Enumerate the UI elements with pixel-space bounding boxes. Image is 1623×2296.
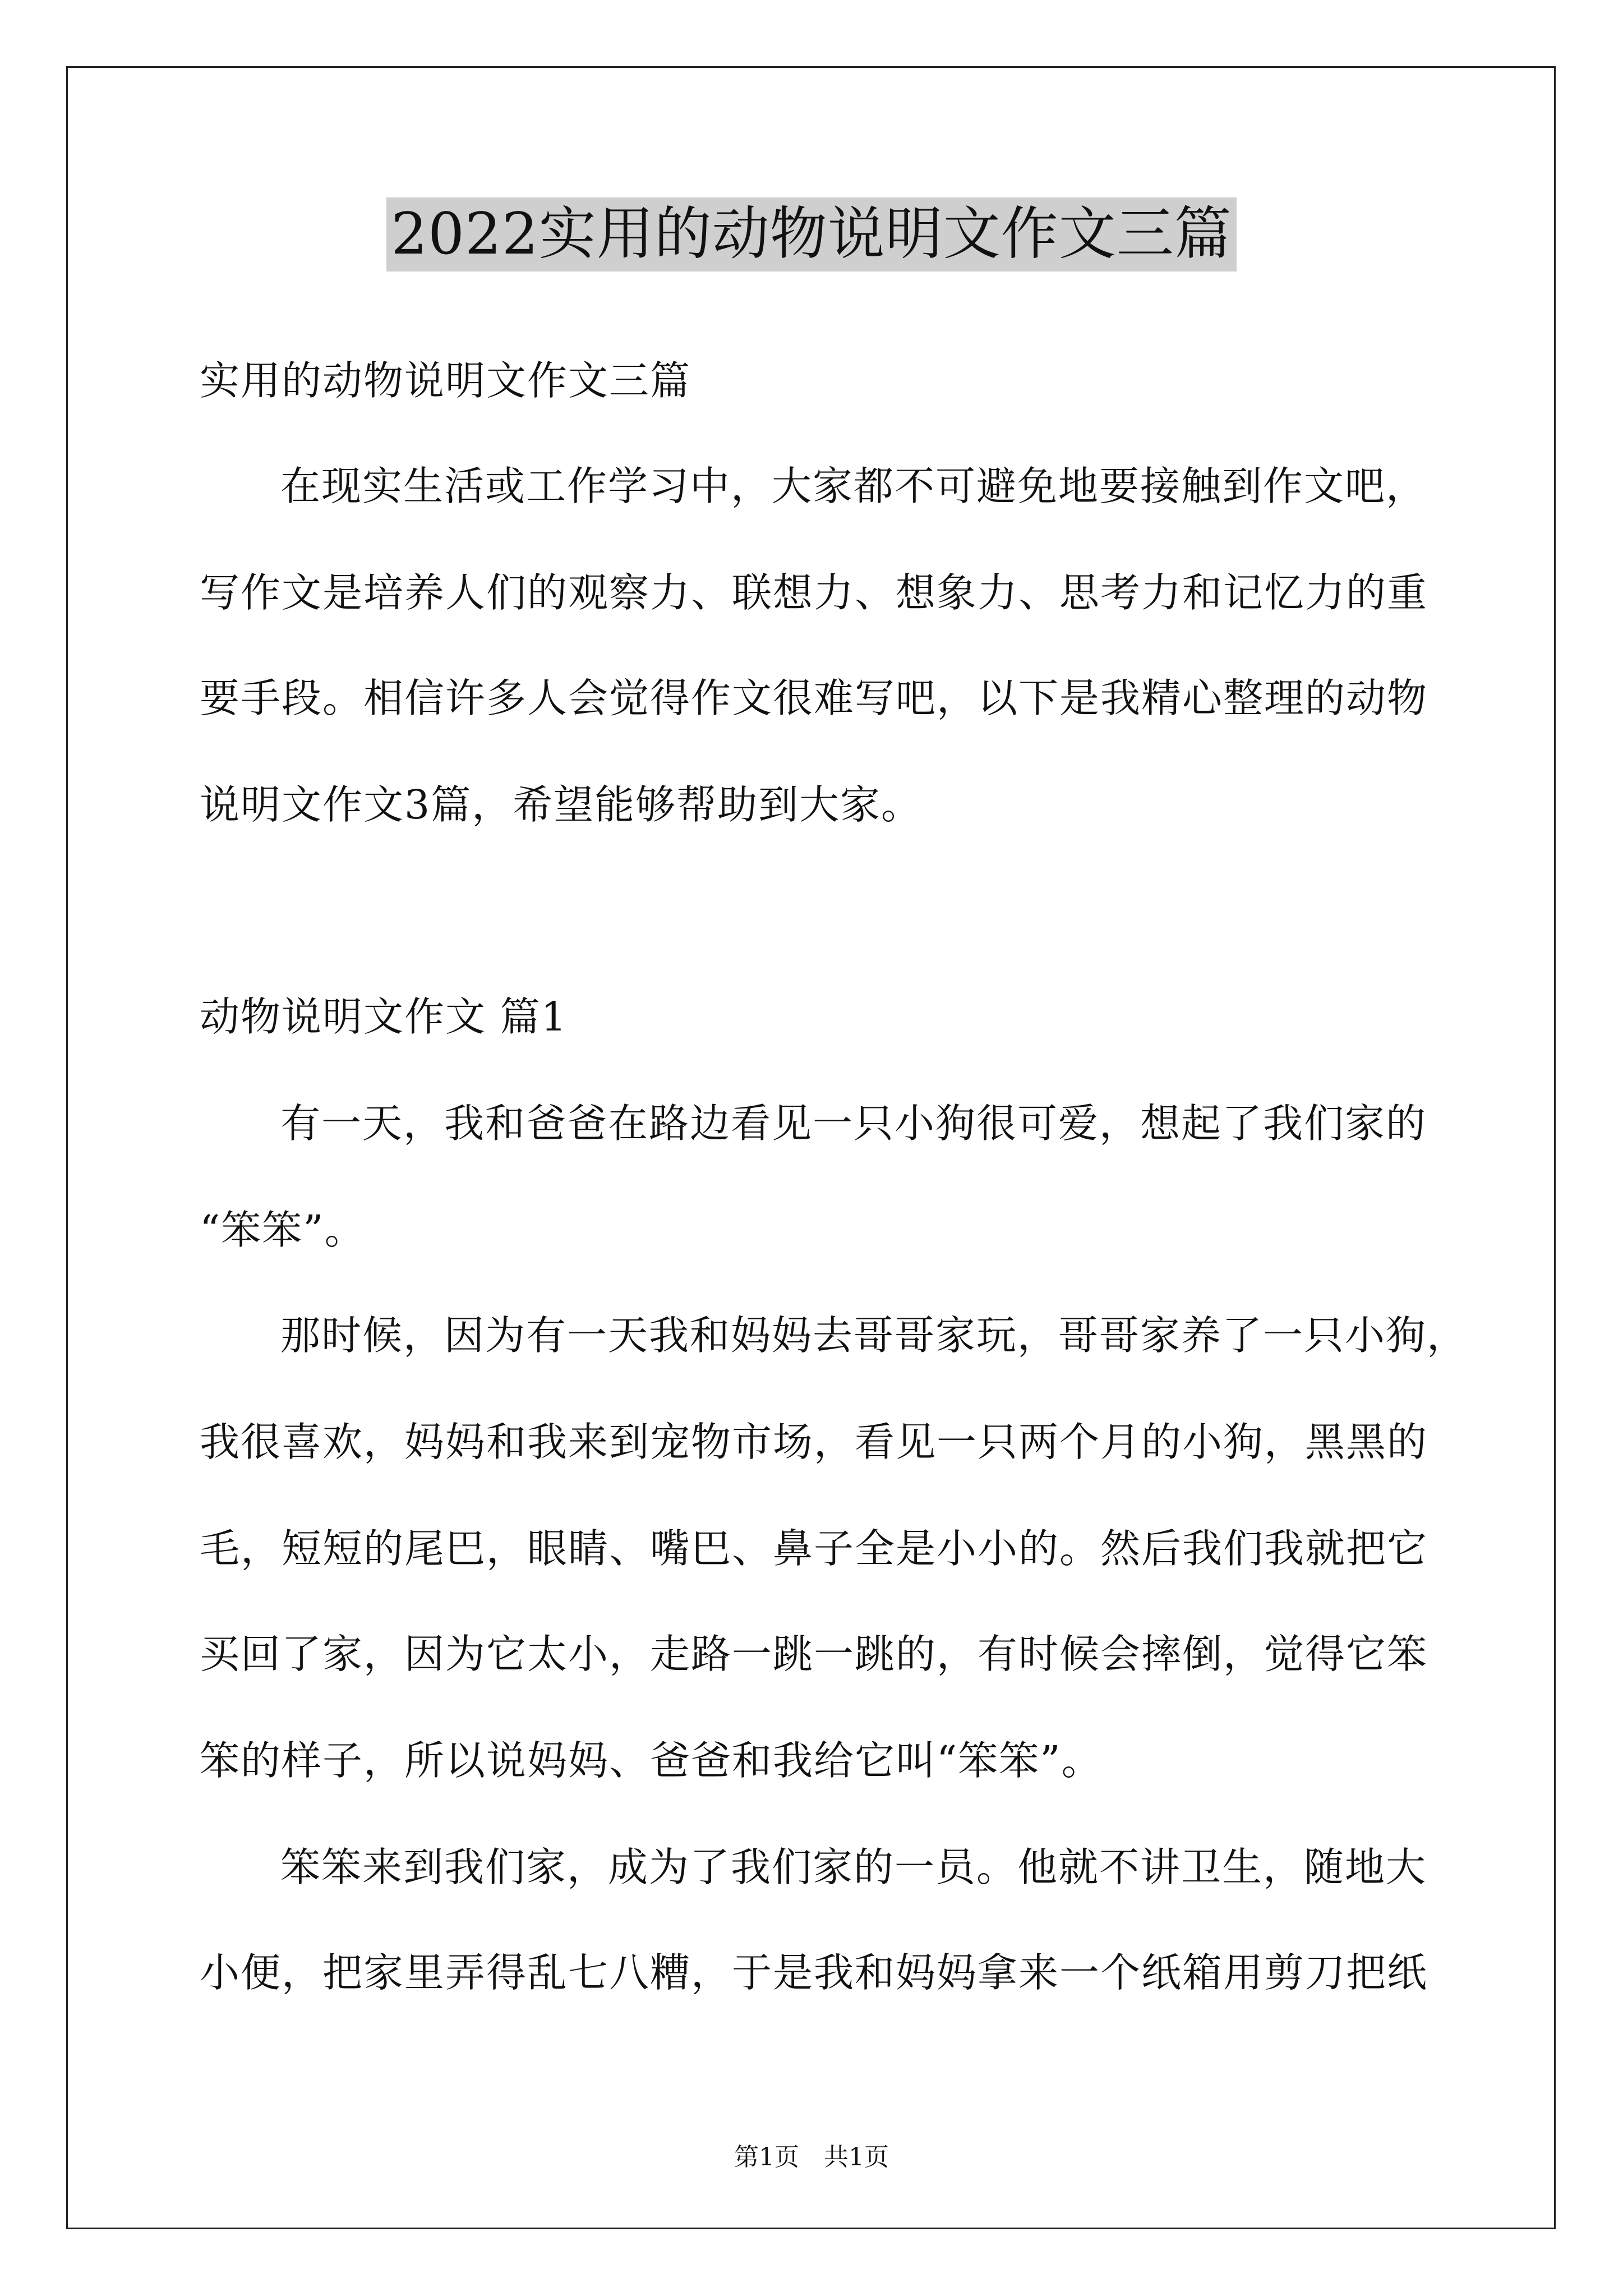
paragraph-line: “笨笨”。 xyxy=(200,1207,366,1253)
paragraph-line: 写作文是培养人们的观察力、联想力、想象力、思考力和记忆力的重 xyxy=(200,569,1428,616)
paragraph-line: 我很喜欢，妈妈和我来到宠物市场，看见一只两个月的小狗，黑黑的 xyxy=(200,1419,1428,1465)
paragraph-line: 要手段。相信许多人会觉得作文很难写吧，以下是我精心整理的动物 xyxy=(200,675,1428,721)
title-container xyxy=(0,197,1623,272)
paragraph-line: 在现实生活或工作学习中，大家都不可避免地要接触到作文吧， xyxy=(280,463,1427,509)
page-footer: 第1页 共1页 xyxy=(734,2143,889,2171)
paragraph-line: 有一天，我和爸爸在路边看见一只小狗很可爱，想起了我们家的 xyxy=(280,1100,1427,1147)
document-title: 2022实用的动物说明文作文三篇 xyxy=(386,197,1237,272)
paragraph-line: 那时候，因为有一天我和妈妈去哥哥家玩，哥哥家养了一只小狗， xyxy=(280,1312,1468,1359)
paragraph-line: 笨的样子，所以说妈妈、爸爸和我给它叫“笨笨”。 xyxy=(200,1737,1103,1784)
paragraph-line: 说明文作文3篇，希望能够帮助到大家。 xyxy=(200,781,923,828)
paragraph-line: 毛，短短的尾巴，眼睛、嘴巴、鼻子全是小小的。然后我们我就把它 xyxy=(200,1525,1428,1572)
subtitle: 实用的动物说明文作文三篇 xyxy=(200,357,691,404)
paragraph-line: 买回了家，因为它太小，走路一跳一跳的，有时候会摔倒，觉得它笨 xyxy=(200,1631,1428,1677)
section-heading: 动物说明文作文 篇1 xyxy=(200,993,568,1040)
paragraph-line: 笨笨来到我们家，成为了我们家的一员。他就不讲卫生，随地大 xyxy=(280,1844,1427,1890)
paragraph-line: 小便，把家里弄得乱七八糟，于是我和妈妈拿来一个纸箱用剪刀把纸 xyxy=(200,1949,1428,1996)
